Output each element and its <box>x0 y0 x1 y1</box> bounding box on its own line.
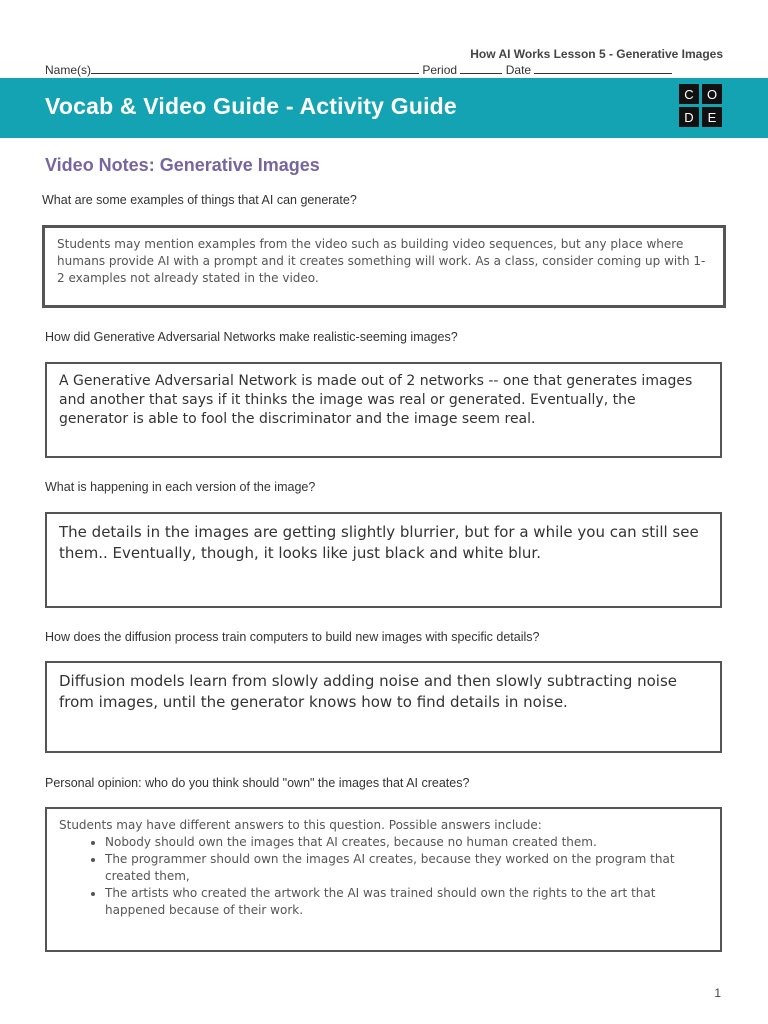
answer-text-3: The details in the images are getting slightly blurrier, but for a while you can still see them.. Eventually, though, it looks like just black and white blur. <box>59 523 699 562</box>
logo-letter: D <box>679 107 699 127</box>
logo-letter: C <box>679 84 699 104</box>
title-banner <box>0 78 768 138</box>
answer-box-2[interactable] <box>45 362 722 458</box>
name-label: Name(s) <box>45 63 92 77</box>
date-line <box>534 62 672 74</box>
guide-title: Vocab & Video Guide - Activity Guide <box>45 93 457 119</box>
answer-text-2: A Generative Adversarial Network is made out of 2 networks -- one that generates images and another that says if it thinks the image was real or generated. Eventually, the generator is able to fool the discriminator and the image seem real. <box>59 373 693 427</box>
answer-bullet: • The artists who created the artwork the AI was trained should own the rights to the art that happened because of their work. <box>105 885 708 919</box>
date-label: Date <box>505 63 532 77</box>
page-number: 1 <box>714 986 721 1000</box>
answer-bullet: • Nobody should own the images that AI creates, because no human created them. <box>105 834 708 851</box>
logo-letter: O <box>702 84 722 104</box>
question-1: What are some examples of things that AI can generate? <box>42 193 357 207</box>
answer-box-1[interactable] <box>42 225 726 308</box>
period-label: Period <box>422 63 458 77</box>
period-line <box>460 62 502 74</box>
answer-box-3[interactable] <box>45 512 722 608</box>
code-logo <box>679 84 725 130</box>
answer-box-4[interactable] <box>45 661 722 753</box>
answer-text-1: Students may mention examples from the video such as building video sequences, but any place where humans provide AI with a prompt and it creates something will work. As a class, consider coming up with 1-2 examples not already stated in the video. <box>57 237 706 285</box>
answer-box-5[interactable] <box>45 807 722 952</box>
name-period-date-row <box>45 62 672 77</box>
question-3: What is happening in each version of the image? <box>45 480 316 494</box>
question-2: How did Generative Adversarial Networks make realistic-seeming images? <box>45 330 458 344</box>
lesson-title: How AI Works Lesson 5 - Generative Images <box>470 47 723 61</box>
answer-intro-5: Students may have different answers to this question. Possible answers include: <box>59 818 542 832</box>
question-5: Personal opinion: who do you think should "own" the images that AI creates? <box>45 776 470 790</box>
answer-bullet-list <box>59 834 708 919</box>
section-heading: Video Notes: Generative Images <box>45 155 320 175</box>
name-line <box>91 62 419 74</box>
answer-bullet: • The programmer should own the images AI creates, because they worked on the program that created them, <box>105 851 708 885</box>
question-4: How does the diffusion process train computers to build new images with specific details? <box>45 630 540 644</box>
answer-text-4: Diffusion models learn from slowly adding noise and then slowly subtracting noise from images, until the generator knows how to find details in noise. <box>59 672 678 711</box>
logo-letter: E <box>702 107 722 127</box>
